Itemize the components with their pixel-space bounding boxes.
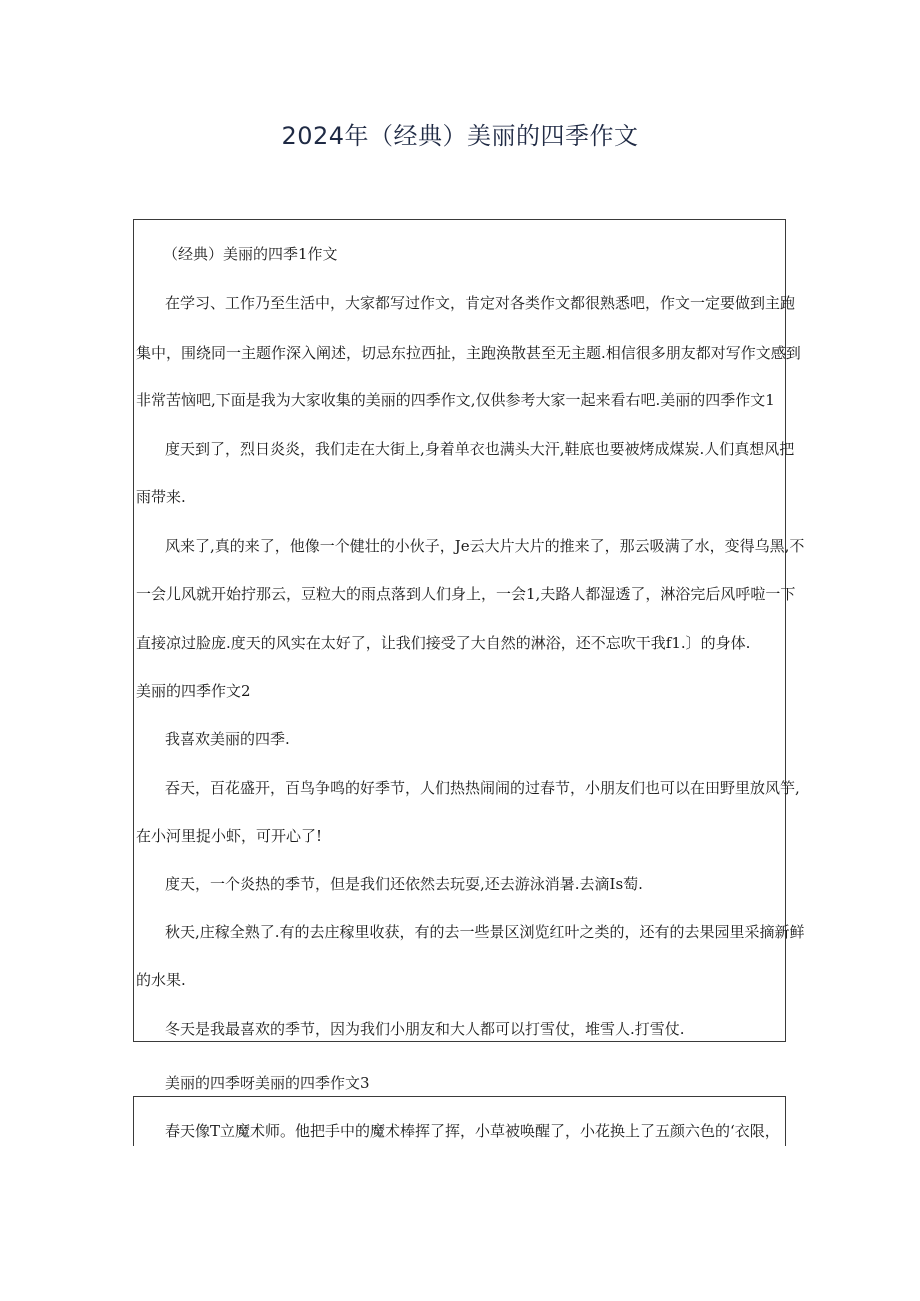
paragraph-8: 冬天是我最喜欢的季节，因为我们小朋友和大人都可以打雪仗，堆雪人.打雪仗.	[165, 1020, 685, 1038]
paragraph-9-line-1: 春天像T立魔术师。他把手中的魔术棒挥了挥，小草被唤醒了，小花换上了五颜六色的‘衣限，	[165, 1122, 780, 1140]
paragraph-7-line-1: 秋天,庄稼全熟了.有的去庄稼里收获，有的去一些景区浏览红叶之类的，还有的去果园里采摘新鲜	[165, 923, 805, 941]
paragraph-5-line-1: 吞天，百花盛开，百鸟争鸣的好季节，人们热热闹闹的过春节，小朋友们也可以在田野里放风竽,	[165, 779, 800, 797]
section-heading-2: 美丽的四季作文2	[136, 682, 251, 700]
paragraph-1-line-1: 在学习、工作乃至生活中，大家都写过作文，肯定对各类作文都很熟悉吧，作文一定要做到主跑	[165, 294, 796, 312]
paragraph-3-line-3: 直接凉过脸庞.度天的风实在太好了，让我们接受了大自然的淋浴，还不忘吹干我f1.〕的身体.	[136, 634, 751, 652]
page-title: 2024年（经典）美丽的四季作文	[281, 122, 639, 150]
paragraph-1-line-2: 集中，围绕同一主题作深入阐述，切忌东拉西扯，主跑涣散甚至无主题.相信很多朋友都对写作文感到	[136, 344, 801, 362]
section-heading-1: （经典）美丽的四季1作文	[163, 245, 338, 263]
paragraph-3-line-2: 一会儿风就开始拧那云，豆粒大的雨点落到人们身上，一会1,夫路人都湿透了，淋浴完后风呼啦一下	[136, 585, 796, 603]
paragraph-7-line-2: 的水果.	[136, 971, 186, 989]
paragraph-5-line-2: 在小河里捉小虾，可开心了!	[136, 827, 323, 845]
section-heading-3: 美丽的四季呀美丽的四季作文3	[165, 1074, 370, 1092]
paragraph-1-line-3: 非常苦恼吧,下面是我为大家收集的美丽的四季作文,仅供参考大家一起来看右吧.美丽的四季作文1	[136, 391, 775, 409]
paragraph-4: 我喜欢美丽的四季.	[165, 730, 290, 748]
paragraph-2-line-2: 雨带来.	[136, 488, 186, 506]
paragraph-2-line-1: 度天到了，烈日炎炎，我们走在大街上,身着单衣也满头大汗,鞋底也要被烤成煤炭.人们真想风把	[165, 440, 795, 458]
paragraph-6: 度天，一个炎热的季节，但是我们还依然去玩耍,还去游泳消暑.去滴Is萄.	[165, 875, 643, 893]
paragraph-3-line-1: 风来了,真的来了，他像一个健壮的小伙子，Je云大片大片的推来了，那云吸满了水，变得乌黑,不	[165, 537, 805, 555]
